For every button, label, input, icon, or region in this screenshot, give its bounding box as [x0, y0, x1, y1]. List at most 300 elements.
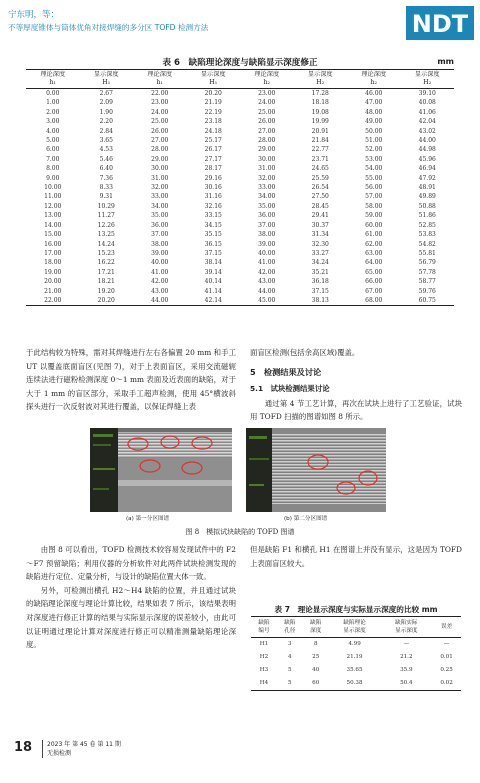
table-row: [251, 664, 461, 677]
table-cell: 17.00: [44, 249, 62, 257]
page-header: [0, 0, 480, 44]
table-cell: 3: [288, 641, 292, 647]
table-cell: 33.15: [204, 212, 222, 220]
table6-header-cell: [294, 70, 348, 89]
table-cell: 20.20: [80, 296, 134, 306]
table-cell: 42.00: [151, 278, 169, 286]
header-line: h₂: [370, 79, 377, 86]
table-cell: 41.06: [418, 108, 436, 116]
header-line: h₁: [156, 79, 163, 86]
table-cell: 24.00: [151, 108, 169, 116]
table-cell: 38.00: [151, 240, 169, 248]
right-column-bottom: [250, 543, 462, 570]
table-cell: 35.9: [400, 667, 413, 673]
table-cell: 16.22: [97, 259, 115, 267]
table-cell: 20.00: [44, 278, 62, 286]
journal-name: 无损检测: [47, 750, 72, 757]
table-cell: 10.29: [97, 202, 115, 210]
table-cell: 25.00: [151, 118, 169, 126]
table-cell: 26.17: [204, 146, 222, 154]
paragraph: 通过第 4 节工艺计算，再次在试块上进行了工艺验证，试块用 TOFD 扫描的图谱如图 8 所示。: [250, 398, 462, 422]
paragraph: 另外，可检测出横孔 H2～H4 缺陷的位置，并且通过试块的缺陷理论深度与理论计算比较，结果如表 7 所示，该结果表明对深度进行修正计算的结果与实际显示深度的误差较小，由此可以证明通过理论计算对深度进行修正可以精准测量缺陷理论深度。: [26, 585, 236, 650]
table-cell: 45.96: [418, 155, 436, 163]
table6-header-cell: [347, 70, 401, 89]
table-cell: 17.28: [311, 90, 329, 97]
table-cell: 32.30: [311, 240, 329, 248]
table-cell: 24.65: [311, 165, 329, 173]
table-row: [26, 258, 454, 267]
table-cell: 3.65: [99, 137, 113, 145]
table-cell: 39.14: [204, 268, 222, 276]
table-cell: 29.16: [204, 174, 222, 182]
table-cell: 32.00: [258, 174, 276, 182]
table-row: [26, 155, 454, 164]
table-cell: 52.00: [365, 146, 383, 154]
table-cell: 9.00: [46, 174, 60, 182]
table-cell: 31.00: [258, 165, 276, 173]
table-cell: 63.00: [365, 249, 383, 257]
table-row: [251, 677, 461, 691]
table-cell: 36.00: [258, 212, 276, 220]
table6-header-cell: [240, 70, 294, 89]
table-cell: 18.18: [311, 99, 329, 107]
table-cell: 11.27: [97, 212, 115, 220]
table-cell: 35.65: [346, 667, 363, 673]
table-row: [26, 89, 454, 99]
table-cell: 22.00: [26, 296, 80, 306]
table7-header-cell: [277, 617, 303, 638]
table-cell: 36.00: [151, 221, 169, 229]
table-row: [26, 296, 454, 306]
table-cell: 30.37: [311, 221, 329, 229]
table7-header-cell: [303, 617, 329, 638]
table-cell: 58.00: [365, 202, 383, 210]
table-cell: 27.17: [204, 155, 222, 163]
table-cell: 23.00: [151, 99, 169, 107]
table-cell: 34.24: [311, 259, 329, 267]
table-cell: 17.21: [97, 268, 115, 276]
header-line: h₂: [263, 79, 270, 86]
table-cell: 48.91: [418, 184, 436, 192]
table-cell: 67.00: [365, 287, 383, 295]
header-line: h₁: [49, 79, 56, 86]
table-cell: —: [443, 641, 450, 647]
table-cell: 41.14: [204, 287, 222, 295]
logo-text: NDT: [411, 10, 469, 38]
table-cell: 44.98: [418, 146, 436, 154]
table-row: [26, 127, 454, 136]
table-cell: 25.00: [258, 108, 276, 116]
table-cell: 30.00: [258, 155, 276, 163]
table-cell: 21.19: [204, 99, 222, 107]
table-cell: 27.50: [311, 193, 329, 201]
header-line: 理论深度: [361, 71, 387, 78]
header-line: 深度: [310, 628, 322, 634]
table-row: [26, 136, 454, 145]
table-cell: 58.77: [418, 278, 436, 286]
table6-header-cell: [133, 70, 187, 89]
paragraph: 由图 8 可以看出，TOFD 检测技术较容易发现试件中的 F2～F7 预留缺陷；利用仪器的分析软件对此两件试块检测发现的缺陷进行定位、定量分析，与设计的缺陷位置大体一致。: [26, 545, 236, 582]
table-cell: 48.00: [365, 108, 383, 116]
table-cell: 39.00: [151, 249, 169, 257]
table-row: [26, 145, 454, 154]
table-cell: 39.10: [418, 90, 436, 97]
table-cell: 0.00: [46, 90, 60, 97]
table-row: [26, 268, 454, 277]
table-cell: 15.23: [97, 249, 115, 257]
table-cell: 22.00: [151, 90, 169, 97]
table-cell: 29.41: [311, 212, 329, 220]
table-cell: 4.99: [348, 641, 361, 647]
table-cell: 32.00: [151, 184, 169, 192]
table-row: [251, 638, 461, 652]
table-cell: 59.76: [418, 287, 436, 295]
table-cell: 34.00: [151, 202, 169, 210]
table-cell: 6.40: [99, 165, 113, 173]
journal-issue: 2023 年 第 45 卷 第 11 期: [47, 741, 121, 748]
table7: [251, 616, 461, 691]
table-cell: 35.00: [258, 202, 276, 210]
table-cell: 60.75: [401, 296, 455, 306]
table-cell: 13.00: [44, 212, 62, 220]
table-cell: 53.00: [365, 155, 383, 163]
table-cell: 4.00: [46, 127, 60, 135]
table-cell: 18.21: [97, 278, 115, 286]
paragraph: 于此结构较为特殊，需对其焊缝进行左右各偏置 20 mm 和手工 UT 以覆盖底面盲区(见图 7)，对于上表面盲区，采用交流磁轭连续法进行磁粉检测深度 0～1 mm 表面及近表面的缺陷，对于大于 1 mm 的盲区部分，采取手工超声检测，使用 45°横波斜探头进行一次反射波对其进行覆盖，以保证焊缝上表: [26, 348, 236, 412]
table-cell: 6.00: [46, 146, 60, 154]
table7-header-cell: [329, 617, 381, 638]
header-line: 缺陷理论: [343, 620, 366, 626]
table-cell: 0.25: [440, 667, 453, 673]
table-cell: 55.00: [365, 174, 383, 182]
table-cell: 54.00: [365, 165, 383, 173]
table-cell: 35.21: [311, 268, 329, 276]
header-line: 理论深度: [147, 71, 173, 78]
table-row: [26, 174, 454, 183]
table-cell: 25: [312, 654, 320, 660]
table-cell: 35.15: [204, 231, 222, 239]
table-cell: 27.00: [151, 137, 169, 145]
table-cell: 26.00: [258, 118, 276, 126]
table-cell: 37.15: [311, 287, 329, 295]
table-cell: 12.26: [97, 221, 115, 229]
table-cell: 11.00: [44, 193, 62, 201]
header-line: 编号: [258, 628, 270, 634]
figure8b-subcaption: (b) 第二分区图谱: [284, 516, 328, 522]
header-line: 显示深度: [93, 71, 119, 78]
table-cell: 44.00: [133, 296, 187, 306]
left-column-bottom: [26, 543, 236, 652]
header-line: 显示深度: [395, 628, 418, 634]
table-cell: 34.15: [204, 221, 222, 229]
table-cell: 14.00: [44, 221, 62, 229]
table-cell: 26.00: [151, 127, 169, 135]
table-cell: —: [403, 641, 410, 647]
page-number: 18: [14, 740, 33, 755]
table-cell: 31.34: [311, 231, 329, 239]
table-cell: 22.77: [311, 146, 329, 154]
table6-unit: mm: [437, 57, 454, 66]
header-title: 不等厚度锥体与筒体优角对接焊缝的多分区 TOFD 检测方法: [8, 23, 209, 32]
table-cell: 15.00: [44, 231, 62, 239]
table-cell: 57.78: [418, 268, 436, 276]
section-heading: 5 检测结果及讨论: [250, 366, 322, 377]
table-cell: 40.14: [204, 278, 222, 286]
table-cell: 4.53: [99, 146, 113, 154]
table-cell: H4: [251, 677, 277, 691]
table-cell: 44.00: [418, 137, 436, 145]
table-cell: 38.13: [294, 296, 348, 306]
table-cell: 41.00: [151, 268, 169, 276]
header-authors: 宁东明，等：: [8, 10, 60, 20]
table-cell: 39.00: [258, 240, 276, 248]
figure8a-subcaption: (a) 第一分区图谱: [126, 516, 170, 522]
table-cell: 41.00: [258, 259, 276, 267]
table-cell: 35.00: [151, 212, 169, 220]
header-line: 缺陷: [284, 620, 296, 626]
table-cell: 10.00: [44, 184, 62, 192]
table-cell: 21.00: [44, 287, 62, 295]
table-cell: 12.00: [44, 202, 62, 210]
table-cell: 29.00: [151, 155, 169, 163]
table-cell: 20.20: [204, 90, 222, 97]
left-column-top: [26, 346, 236, 414]
header-line: 理论深度: [40, 71, 66, 78]
table-row: [26, 240, 454, 249]
table-cell: 28.00: [258, 137, 276, 145]
table-cell: 21.19: [346, 654, 363, 660]
table-cell: 2.09: [99, 99, 113, 107]
table-row: [26, 277, 454, 286]
table-cell: 37.15: [204, 249, 222, 257]
table-cell: 53.83: [418, 231, 436, 239]
table-cell: 28.17: [204, 165, 222, 173]
header-line: H₁: [209, 79, 218, 86]
table-cell: 5: [288, 667, 292, 673]
table-row: [26, 117, 454, 126]
journal-footer: [42, 740, 121, 758]
table-cell: 34.00: [258, 193, 276, 201]
table-row: [26, 183, 454, 192]
table-cell: 55.81: [418, 249, 436, 257]
table-cell: 7.00: [46, 155, 60, 163]
header-line: 孔径: [284, 628, 296, 634]
header-line: 显示深度: [307, 71, 333, 78]
header-line: 显示深度: [200, 71, 226, 78]
table-cell: 0.01: [440, 654, 453, 660]
table-cell: 50.88: [418, 202, 436, 210]
table-cell: 23.00: [258, 90, 276, 97]
table-row: [26, 287, 454, 296]
table6-header-cell: [187, 70, 241, 89]
table-row: [26, 221, 454, 230]
table-cell: 42.14: [187, 296, 241, 306]
table7-caption: 表 7 理论显示深度与实际显示深度的比较 mm: [274, 605, 438, 614]
table-cell: 25.17: [204, 137, 222, 145]
table-cell: 3.00: [46, 118, 60, 126]
table-cell: 13.25: [97, 231, 115, 239]
table-cell: 19.99: [311, 118, 329, 126]
table-cell: 8.00: [46, 165, 60, 173]
table7-header-cell: [432, 617, 461, 638]
header-line: H₁: [102, 79, 111, 86]
table-cell: 5.46: [99, 155, 113, 163]
paragraph: 但是缺陷 F1 和横孔 H1 在图谱上并没有显示，这是因为 TOFD 上表面盲区较大。: [250, 545, 462, 568]
table-cell: 51.00: [365, 137, 383, 145]
table-cell: 19.20: [97, 287, 115, 295]
table-cell: 28.45: [311, 202, 329, 210]
table-cell: 40.00: [151, 259, 169, 267]
table-cell: 18.00: [44, 259, 62, 267]
header-line: 缺陷: [310, 620, 322, 626]
subsection-heading: 5.1 试块检测结果讨论: [250, 384, 330, 394]
table-cell: 29.00: [258, 146, 276, 154]
table-cell: 33.00: [258, 184, 276, 192]
table-cell: 51.86: [418, 212, 436, 220]
table-cell: 33.00: [151, 193, 169, 201]
table-cell: 24.18: [204, 127, 222, 135]
table-cell: 52.85: [418, 221, 436, 229]
table-cell: 32.16: [204, 202, 222, 210]
table-cell: 21.2: [400, 654, 413, 660]
header-line: 理论深度: [254, 71, 280, 78]
table-cell: 61.00: [365, 231, 383, 239]
figure8-caption: 图 8 模拟试块缺陷的 TOFD 图谱: [185, 528, 295, 536]
table-cell: 5: [277, 677, 303, 691]
table-cell: 37.00: [258, 221, 276, 229]
table-cell: 49.00: [365, 118, 383, 126]
header-line: 缺陷: [258, 620, 270, 626]
table-cell: 26.54: [311, 184, 329, 192]
table-cell: 2.67: [99, 90, 113, 97]
table-cell: 60.00: [365, 221, 383, 229]
table-cell: 2.20: [99, 118, 113, 126]
table-cell: 14.24: [97, 240, 115, 248]
header-line: H₂: [316, 79, 325, 86]
table-cell: 65.00: [365, 268, 383, 276]
table-cell: 54.82: [418, 240, 436, 248]
table-cell: 43.02: [418, 127, 436, 135]
table-cell: 66.00: [365, 278, 383, 286]
table-row: [26, 192, 454, 201]
table-cell: 46.00: [365, 90, 383, 97]
table-cell: 42.00: [258, 268, 276, 276]
header-line: 误差: [440, 624, 453, 630]
table-cell: H1: [259, 641, 269, 647]
table-cell: 4: [288, 654, 292, 660]
ndt-logo: [406, 6, 474, 40]
table-cell: 47.00: [365, 99, 383, 107]
table-cell: 28.00: [151, 146, 169, 154]
table-cell: 27.00: [258, 127, 276, 135]
table-cell: 9.31: [99, 193, 113, 201]
table-cell: 40.00: [258, 249, 276, 257]
table-cell: 33.27: [311, 249, 329, 257]
table-cell: 56.79: [418, 259, 436, 267]
table-cell: 16.00: [44, 240, 62, 248]
paragraph: 面盲区检测(包括余高区域)覆盖。: [250, 348, 360, 357]
table-row: [26, 98, 454, 107]
table-cell: 42.04: [418, 118, 436, 126]
table-row: [26, 108, 454, 117]
table7-header-cell: [251, 617, 277, 638]
table-row: [26, 202, 454, 211]
table-cell: 60: [303, 677, 329, 691]
table-cell: 31.00: [151, 174, 169, 182]
table6-header-cell: [26, 70, 80, 89]
table-cell: 8.33: [99, 184, 113, 192]
header-line: 显示深度: [414, 71, 440, 78]
table-cell: 64.00: [365, 259, 383, 267]
table-cell: 36.18: [311, 278, 329, 286]
table-cell: 37.00: [151, 231, 169, 239]
header-line: 显示深度: [343, 628, 366, 634]
table-cell: 38.00: [258, 231, 276, 239]
table-cell: 49.89: [418, 193, 436, 201]
table6: [26, 69, 454, 306]
table-cell: 47.92: [418, 174, 436, 182]
table-cell: 5.00: [46, 137, 60, 145]
table-cell: 50.00: [365, 127, 383, 135]
table-cell: 31.16: [204, 193, 222, 201]
table-cell: 0.02: [432, 677, 461, 691]
table-cell: 30.00: [151, 165, 169, 173]
table-cell: H2: [259, 654, 269, 660]
table-cell: 22.19: [204, 108, 222, 116]
table-cell: 56.00: [365, 184, 383, 192]
table-cell: 50.4: [380, 677, 432, 691]
table-cell: 7.36: [99, 174, 113, 182]
table6-header-cell: [401, 70, 455, 89]
table-cell: 1.90: [99, 108, 113, 116]
table-row: [26, 164, 454, 173]
table-cell: 25.59: [311, 174, 329, 182]
table-cell: 43.00: [258, 278, 276, 286]
table-cell: 8: [313, 641, 318, 647]
table-row: [26, 211, 454, 220]
table-cell: 24.00: [258, 99, 276, 107]
table-cell: 40: [312, 667, 320, 673]
table6-header-cell: [80, 70, 134, 89]
table-cell: 57.00: [365, 193, 383, 201]
header-line: 缺陷实际: [395, 620, 418, 626]
table-cell: 43.00: [151, 287, 169, 295]
table-cell: 23.18: [204, 118, 222, 126]
table-row: [26, 249, 454, 258]
table-cell: 38.14: [204, 259, 222, 267]
table-cell: 2.84: [99, 127, 113, 135]
table-cell: 36.15: [204, 240, 222, 248]
figure8b-image: [246, 428, 386, 512]
table-cell: 2.00: [46, 108, 60, 116]
table-cell: 1.00: [46, 99, 60, 107]
table6-caption: 表 6 缺陷理论深度与缺陷显示深度修正: [162, 58, 318, 68]
table-cell: 19.08: [311, 108, 329, 116]
table-cell: 44.00: [258, 287, 276, 295]
table-cell: 68.00: [347, 296, 401, 306]
table-cell: 62.00: [365, 240, 383, 248]
table7-header-cell: [380, 617, 432, 638]
table-cell: 50.38: [329, 677, 381, 691]
table-row: [26, 230, 454, 239]
right-column-top: [250, 346, 462, 424]
table-cell: 20.91: [311, 127, 329, 135]
table-cell: 59.00: [365, 212, 383, 220]
table-cell: 45.00: [240, 296, 294, 306]
table-cell: 21.84: [311, 137, 329, 145]
figure8a-image: [90, 428, 232, 512]
table-cell: H3: [259, 667, 269, 673]
